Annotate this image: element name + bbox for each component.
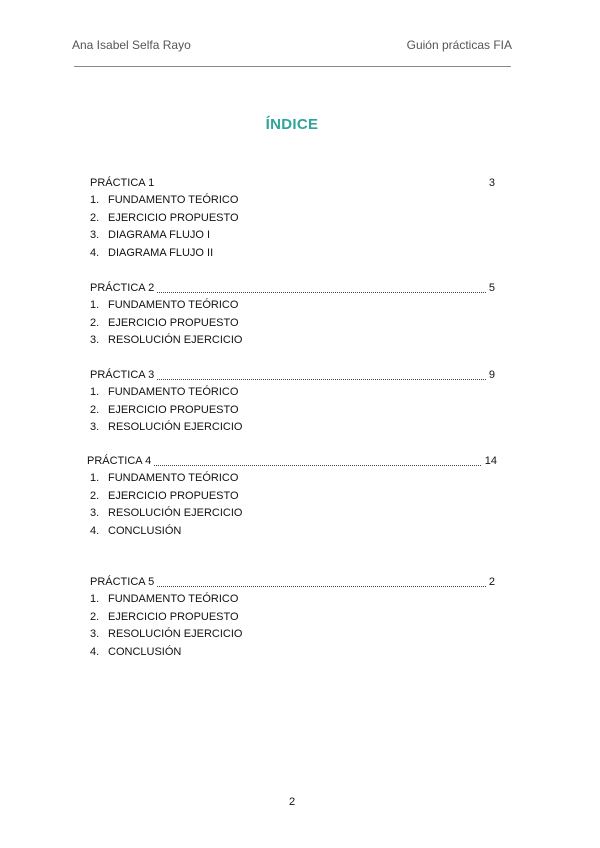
toc-subitem-number: 4. [90, 246, 100, 259]
toc-subitem-text: DIAGRAMA FLUJO II [108, 246, 214, 259]
toc-section-1 [90, 175, 496, 262]
toc-subitem[interactable] [90, 626, 496, 644]
toc-subitem-number: 1. [90, 593, 100, 605]
toc-subitem-text: FUNDAMENTO TEÓRICO [108, 593, 239, 605]
toc-subitem[interactable] [90, 192, 496, 210]
toc-subitem-text: FUNDAMENTO TEÓRICO [108, 472, 239, 484]
toc-subitem-number: 1. [90, 386, 100, 398]
toc-entry-practica-4[interactable] [87, 453, 497, 470]
toc-subitem-text: CONCLUSIÓN [108, 524, 182, 537]
toc-entry-practica-3[interactable] [90, 367, 496, 384]
toc-subitem-text: EJERCICIO PROPUESTO [108, 316, 239, 329]
toc-subitem[interactable] [90, 227, 496, 245]
toc-subitem-number: 1. [90, 472, 100, 484]
toc-subitem-number: 4. [90, 645, 100, 658]
toc-section-5 [90, 574, 496, 661]
toc-subitem[interactable] [90, 297, 496, 315]
toc-subitem-text: FUNDAMENTO TEÓRICO [108, 299, 239, 311]
toc-entry-page: 14 [482, 453, 497, 470]
toc-subitem[interactable] [90, 315, 496, 333]
toc-subitem-text: RESOLUCIÓN EJERCICIO [108, 421, 243, 433]
toc-entry-practica-5[interactable] [90, 574, 496, 591]
toc-entry-page: 9 [486, 367, 495, 384]
toc-subitem[interactable] [90, 419, 496, 437]
toc-entry-practica-2[interactable] [90, 280, 496, 297]
toc-subitem[interactable] [90, 488, 497, 506]
toc-subitem-text: RESOLUCIÓN EJERCICIO [108, 334, 243, 346]
toc-subitem-number: 2. [90, 316, 100, 329]
toc-subitem-number: 3. [90, 229, 100, 241]
page-number: 2 [288, 796, 296, 808]
toc-subitem-text: EJERCICIO PROPUESTO [108, 489, 239, 502]
toc-entry-page: 2 [486, 574, 495, 591]
toc-subitem[interactable] [90, 384, 496, 402]
toc-subitem-number: 2. [90, 403, 100, 416]
toc-subitem[interactable] [90, 470, 497, 488]
toc-section-4 [87, 453, 497, 540]
toc-subitem[interactable] [90, 402, 496, 420]
toc-subitem-number: 3. [90, 421, 100, 433]
toc-subitem[interactable] [90, 332, 496, 350]
toc-subitem-number: 3. [90, 334, 100, 346]
toc-subitem[interactable] [90, 644, 496, 662]
toc-section-3 [90, 367, 496, 437]
toc-subitem-number: 1. [90, 299, 100, 311]
toc-subitem[interactable] [90, 210, 496, 228]
toc-subitem[interactable] [90, 609, 496, 627]
header-author: Ana Isabel Selfa Rayo [72, 38, 191, 52]
toc-subitem-text: FUNDAMENTO TEÓRICO [108, 386, 239, 398]
toc-subitem[interactable] [90, 245, 496, 263]
toc-entry-page: 5 [486, 280, 495, 297]
toc-subitem-number: 3. [90, 507, 100, 519]
toc-subitem[interactable] [90, 523, 497, 541]
toc-subitem-text: RESOLUCIÓN EJERCICIO [108, 507, 243, 519]
toc-subitem-number: 2. [90, 211, 100, 224]
toc-section-2 [90, 280, 496, 350]
toc-subitem-number: 4. [90, 524, 100, 537]
toc-entry-title: PRÁCTICA 2 [90, 280, 156, 297]
header-doc-title: Guión prácticas FIA [406, 38, 512, 52]
toc-subitem-number: 3. [90, 628, 100, 640]
toc-entry-title: PRÁCTICA 5 [90, 574, 156, 591]
header-divider [74, 66, 511, 67]
toc-subitem-text: EJERCICIO PROPUESTO [108, 403, 239, 416]
toc-subitem-text: RESOLUCIÓN EJERCICIO [108, 628, 243, 640]
toc-entry-page: 3 [486, 175, 495, 192]
toc-subitem-number: 2. [90, 489, 100, 502]
toc-subitem[interactable] [90, 505, 497, 523]
page-title: ÍNDICE [265, 116, 319, 133]
toc-subitem-text: FUNDAMENTO TEÓRICO [108, 194, 239, 206]
toc-subitem-text: EJERCICIO PROPUESTO [108, 211, 239, 224]
toc-subitem-number: 2. [90, 610, 100, 623]
toc-subitem-number: 1. [90, 194, 100, 206]
toc-subitem-text: DIAGRAMA FLUJO I [108, 229, 211, 241]
toc-entry-practica-1[interactable] [90, 175, 496, 192]
toc-subitem-text: EJERCICIO PROPUESTO [108, 610, 239, 623]
toc-subitem-text: CONCLUSIÓN [108, 645, 182, 658]
toc-entry-title: PRÁCTICA 1 [90, 175, 156, 192]
toc-entry-title: PRÁCTICA 3 [90, 367, 156, 384]
toc-subitem[interactable] [90, 591, 496, 609]
toc-entry-title: PRÁCTICA 4 [87, 453, 153, 470]
